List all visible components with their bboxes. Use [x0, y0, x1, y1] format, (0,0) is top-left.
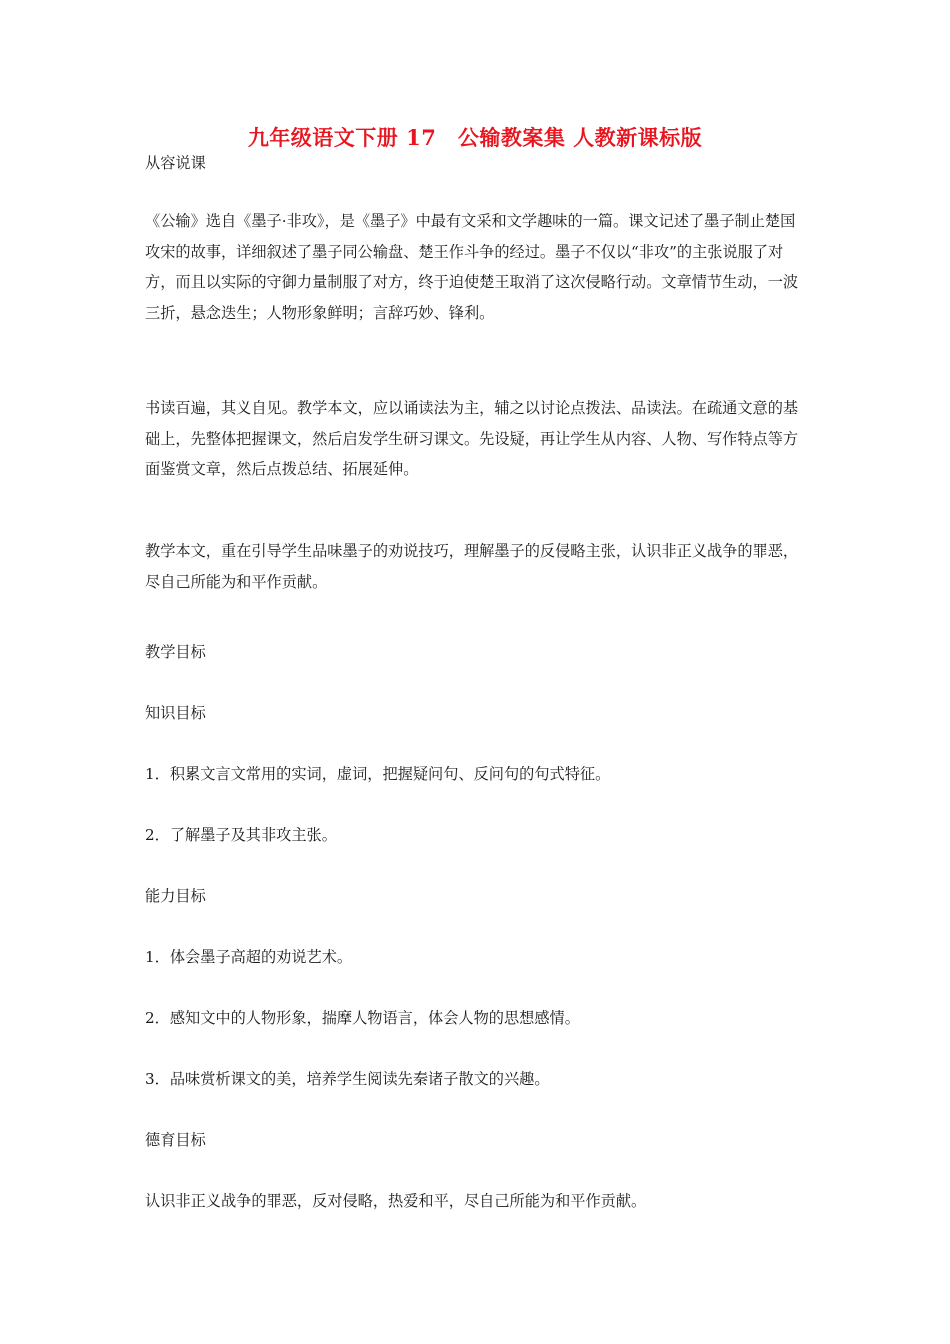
- ability-item-1: 1．体会墨子高超的劝说艺术。: [145, 948, 353, 966]
- knowledge-item-2: 2．了解墨子及其非攻主张。: [145, 826, 337, 844]
- knowledge-item-1: 1．积累文言文常用的实词，虚词，把握疑问句、反问句的句式特征。: [145, 765, 611, 783]
- paragraph-1: 《公输》选自《墨子·非攻》，是《墨子》中最有文采和文学趣味的一篇。课文记述了墨子制止楚国攻宋的故事，详细叙述了墨子同公输盘、楚王作斗争的经过。墨子不仅以“非攻”的主张说服了对方，而且以实际的守御力量制服了对方，终于迫使楚王取消了这次侵略行动。文章情节生动，一波三折，悬念迭生；人物形象鲜明；言辞巧妙、锋利。: [145, 212, 799, 322]
- knowledge-heading: 知识目标: [145, 704, 206, 722]
- goals-heading: 教学目标: [145, 643, 206, 661]
- paragraph-2: 书读百遍，其义自见。教学本文，应以诵读法为主，辅之以讨论点拨法、品读法。在疏通文意的基础上，先整体把握课文，然后启发学生研习课文。先设疑，再让学生从内容、人物、写作特点等方面鉴赏文章，然后点拨总结、拓展延伸。: [145, 399, 799, 478]
- ability-item-2: 2．感知文中的人物形象，揣摩人物语言，体会人物的思想感情。: [145, 1009, 580, 1027]
- document-title: 九年级语文下册 17 公输教案集 人教新课标版: [247, 125, 703, 150]
- section-subtitle: 从容说课: [145, 154, 206, 172]
- moral-item-1: 认识非正义战争的罪恶，反对侵略，热爱和平，尽自己所能为和平作贡献。: [145, 1192, 647, 1210]
- moral-heading: 德育目标: [145, 1131, 206, 1149]
- paragraph-3: 教学本文，重在引导学生品味墨子的劝说技巧，理解墨子的反侵略主张，认识非正义战争的罪恶，尽自己所能为和平作贡献。: [145, 542, 799, 591]
- ability-item-3: 3．品味赏析课文的美，培养学生阅读先秦诸子散文的兴趣。: [145, 1070, 550, 1088]
- ability-heading: 能力目标: [145, 887, 206, 905]
